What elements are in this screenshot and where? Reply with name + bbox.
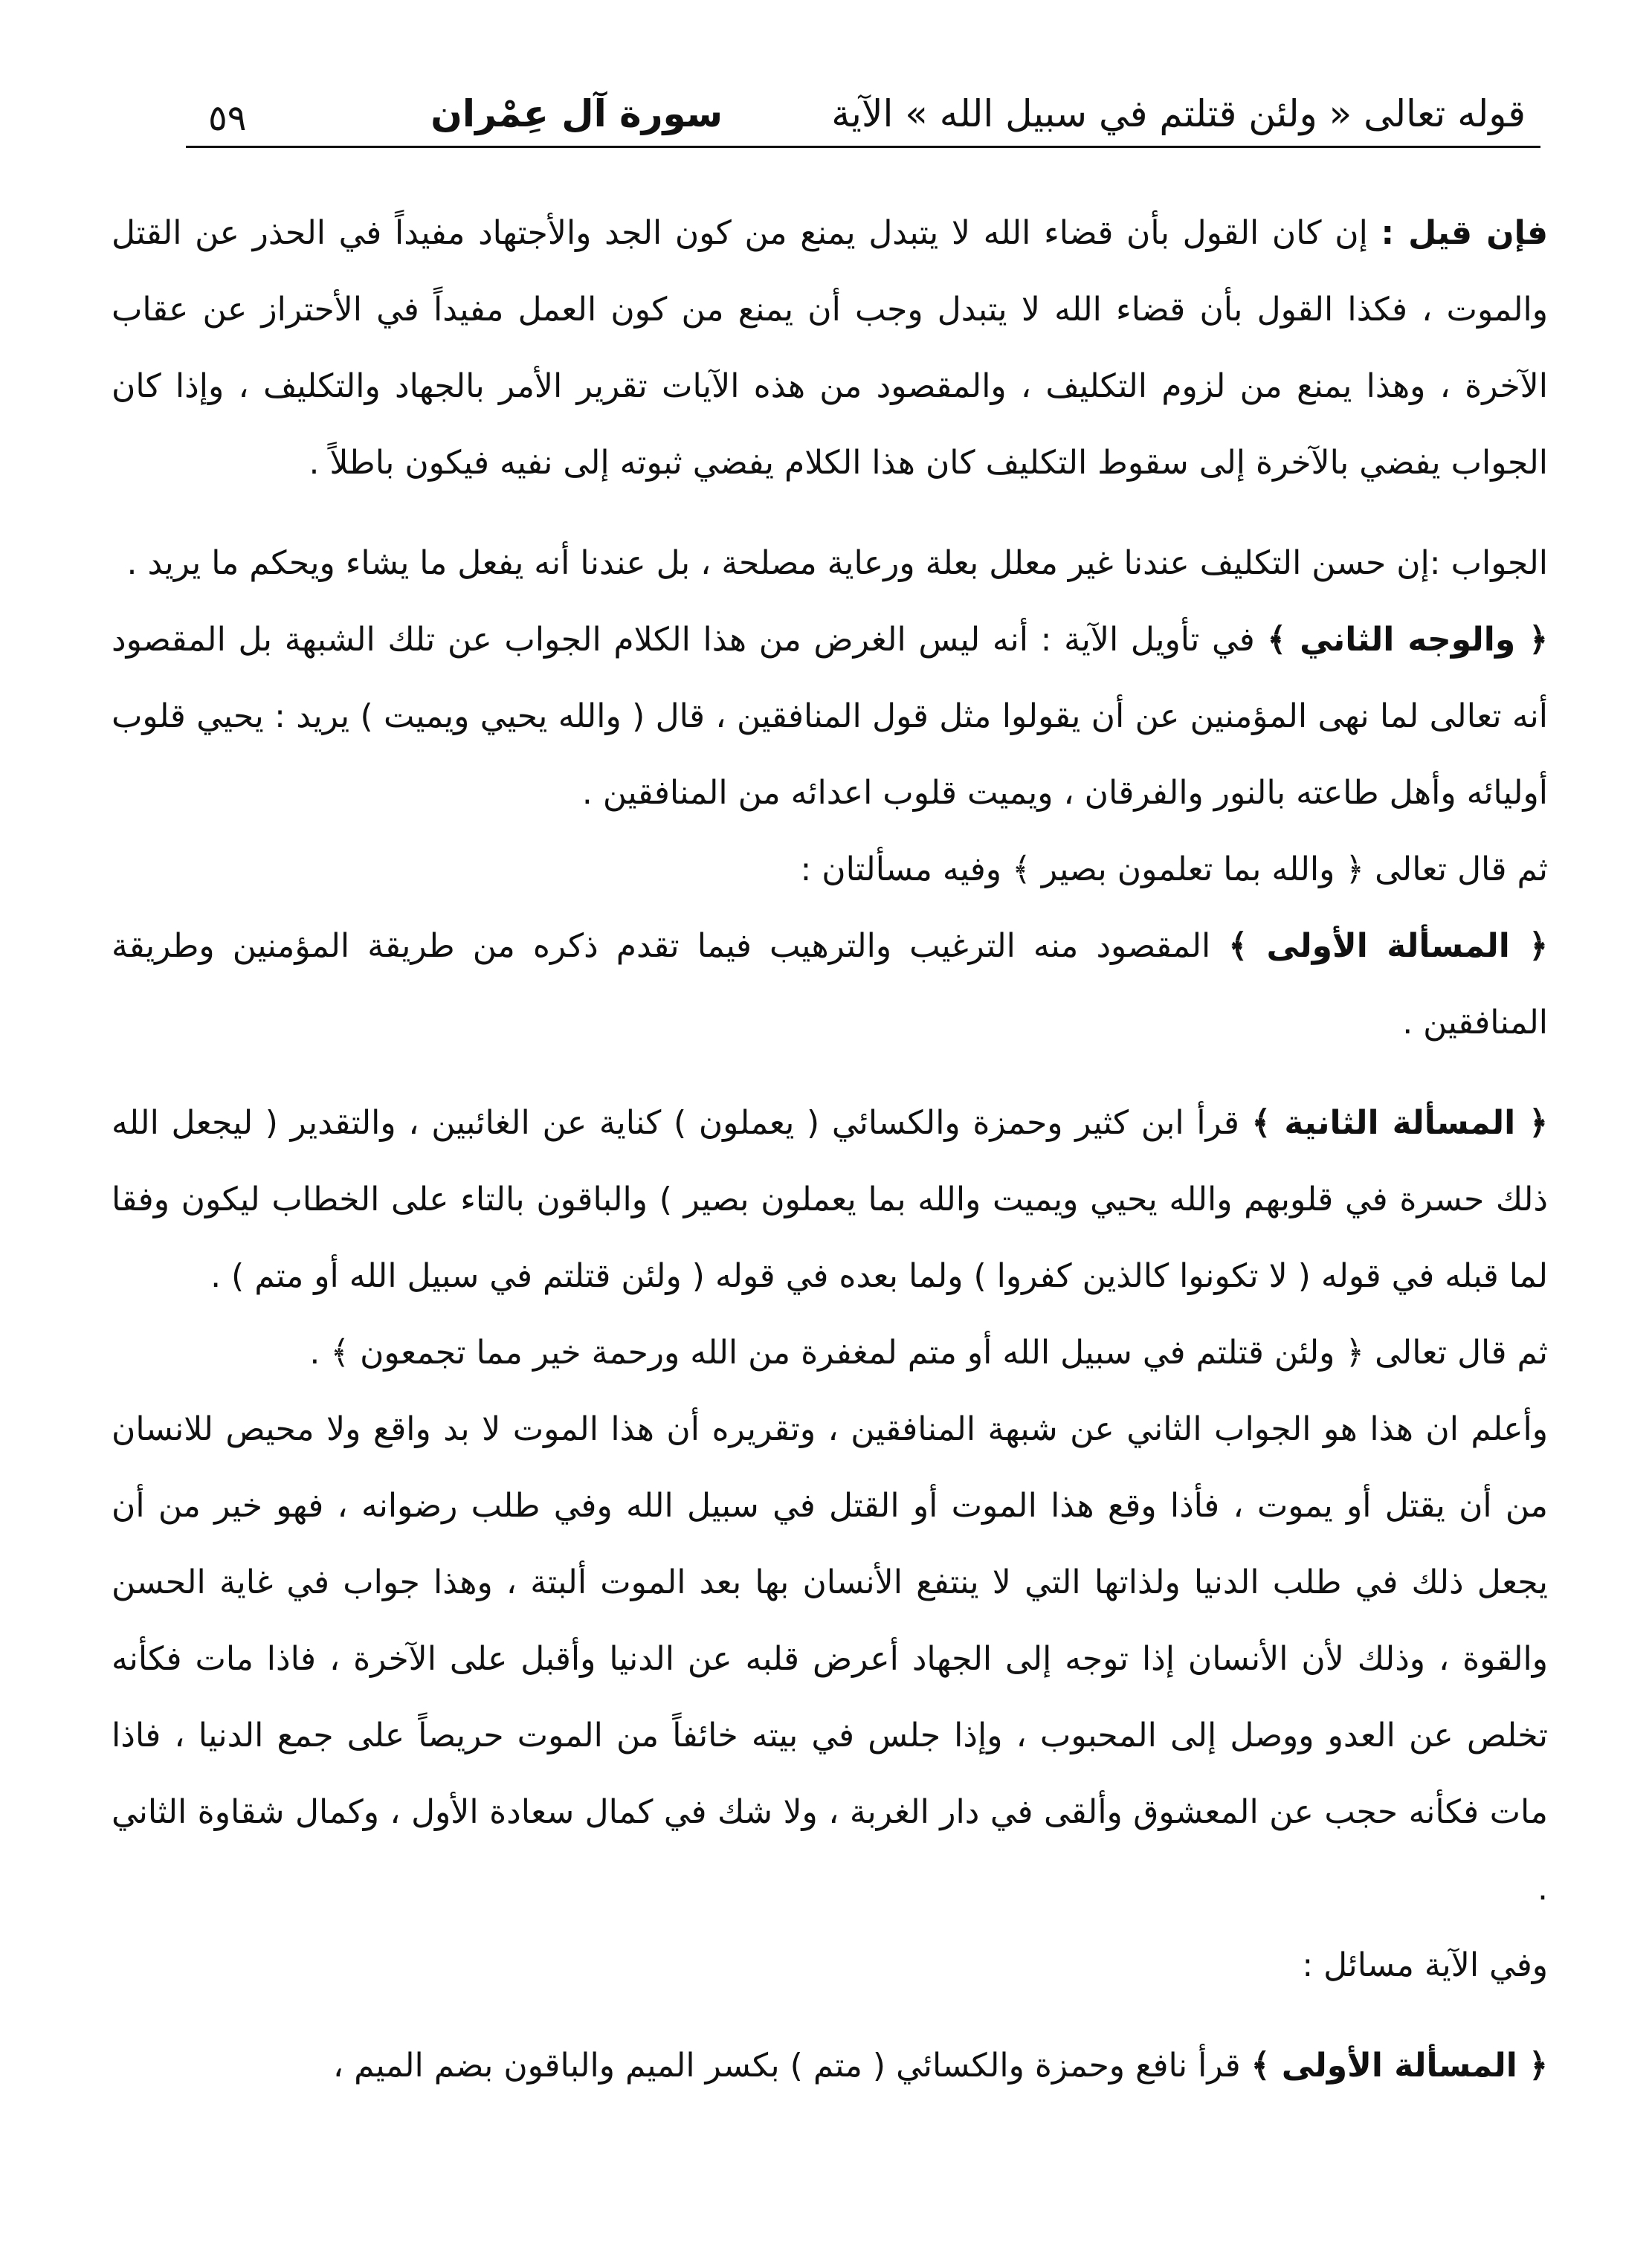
paragraph-text: في تأويل الآية : أنه ليس الغرض من هذا الكلام الجواب عن تلك الشبهة بل المقصود أنه تعالى لما نهى المؤمنين عن أن يقولوا مثل قول المنافقين ، قال ( والله يحيي ويميت ) يريد : يحيي قلوب أوليائه وأهل طاعته بالنور والفرقان ، ويميت قلوب اعدائه من المنافقين .	[112, 621, 1548, 812]
paragraph-final-question	[112, 2027, 1548, 2104]
paragraph-lead: ﴿ المسألة الثانية ﴾	[1251, 1104, 1548, 1142]
paragraph-text: قرأ ابن كثير وحمزة والكسائي ( يعملون ) كناية عن الغائبين ، والتقدير ( ليجعل الله ذلك حسرة في قلوبهم والله يحيي ويميت والله بما يعملون بصير ) والباقون بالتاء على الخطاب ليكون وفقا لما قبله في قوله ( لا تكونوا كالذين كفروا ) ولما بعده في قوله ( ولئن قتلتم في سبيل الله أو متم ) .	[112, 1104, 1548, 1295]
paragraph-explanation	[112, 1391, 1548, 1927]
page-number: ٥٩	[208, 97, 247, 139]
header-rule	[186, 146, 1540, 148]
header-sura-name: سورة آل عِمْران	[430, 92, 723, 135]
page-body	[112, 195, 1548, 2104]
paragraph-text: قرأ نافع وحمزة والكسائي ( متم ) بكسر الميم والباقون بضم الميم ،	[332, 2047, 1251, 2085]
running-header	[186, 88, 1526, 147]
paragraph-text: المقصود منه الترغيب والترهيب فيما تقدم ذكره من طريقة المؤمنين وطريقة المنافقين .	[112, 927, 1548, 1042]
paragraph-text: إن حسن التكليف عندنا غير معلل بعلة ورعاية مصلحة ، بل عندنا أنه يفعل ما يشاء ويحكم ما يريد .	[126, 544, 1430, 582]
paragraph-issues-intro	[112, 1927, 1548, 2004]
paragraph-lead: فإن قيل :	[1381, 214, 1548, 252]
paragraph-objection	[112, 195, 1548, 501]
paragraph-verse-intro	[112, 831, 1548, 908]
paragraph-text: ثم قال تعالى ﴿ والله بما تعلمون بصير ﴾ وفيه مسألتان :	[800, 850, 1548, 888]
paragraph-second-aspect	[112, 601, 1548, 831]
paragraph-second-question	[112, 1085, 1548, 1314]
paragraph-lead: الجواب :	[1429, 544, 1548, 582]
paragraph-lead: ﴿ المسألة الأولى ﴾	[1228, 927, 1549, 965]
header-title: قوله تعالى « ولئن قتلتم في سبيل الله » الآية	[831, 92, 1526, 135]
paragraph-text: وأعلم ان هذا هو الجواب الثاني عن شبهة المنافقين ، وتقريره أن هذا الموت لا بد واقع ولا محيص للانسان من أن يقتل أو يموت ، فأذا وقع هذا الموت أو القتل في سبيل الله وفي طلب رضوانه ، فهو خير من أن يجعل ذلك في طلب الدنيا ولذاتها التي لا ينتفع الأنسان بها بعد الموت ألبتة ، وهذا جواب في غاية الحسن والقوة ، وذلك لأن الأنسان إذا توجه إلى الجهاد أعرض قلبه عن الدنيا وأقبل على الآخرة ، فاذا مات فكأنه تخلص عن العدو ووصل إلى المحبوب ، وإذا جلس في بيته خائفاً من الموت حريصاً على جمع الدنيا ، فاذا مات فكأنه حجب عن المعشوق وألقى في دار الغربة ، ولا شك في كمال سعادة الأول ، وكمال شقاوة الثاني .	[112, 1410, 1548, 1908]
paragraph-text: وفي الآية مسائل :	[1302, 1946, 1548, 1984]
paragraph-lead: ﴿ المسألة الأولى ﴾	[1251, 2047, 1548, 2085]
paragraph-answer	[112, 525, 1548, 601]
paragraph-verse-quote	[112, 1314, 1548, 1391]
paragraph-text: إن كان القول بأن قضاء الله لا يتبدل يمنع من كون الجد والأجتهاد مفيداً في الحذر عن القتل والموت ، فكذا القول بأن قضاء الله لا يتبدل وجب أن يمنع من كون العمل مفيداً في الأحتراز عن عقاب الآخرة ، وهذا يمنع من لزوم التكليف ، والمقصود من هذه الآيات تقرير الأمر بالجهاد والتكليف ، وإذا كان الجواب يفضي بالآخرة إلى سقوط التكليف كان هذا الكلام يفضي ثبوته إلى نفيه فيكون باطلاً .	[112, 214, 1548, 482]
paragraph-text: ثم قال تعالى ﴿ ولئن قتلتم في سبيل الله أو متم لمغفرة من الله ورحمة خير مما تجمعون ﴾ .	[309, 1334, 1548, 1372]
paragraph-first-question	[112, 908, 1548, 1061]
paragraph-lead: ﴿ والوجه الثاني ﴾	[1267, 621, 1549, 659]
